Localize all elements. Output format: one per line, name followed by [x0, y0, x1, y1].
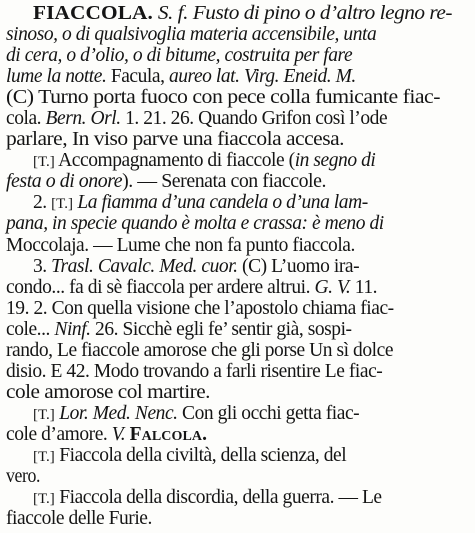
entry-line — [6, 466, 40, 488]
text-segment: 26. Sicchè egli fe’ sentir già, sospi- — [90, 319, 352, 340]
text-segment: cole... — [6, 319, 55, 340]
tommaseo-tag: [T.] — [33, 449, 55, 465]
tommaseo-tag: [T.] — [33, 491, 55, 507]
entry-line — [6, 424, 207, 446]
text-segment: Facula, — [106, 66, 169, 87]
tommaseo-tag: [T.] — [33, 154, 55, 170]
text-segment: (C) Turno porta fuoco con pece colla fumicante fiac- — [6, 87, 441, 108]
entry-line — [6, 235, 355, 257]
entry-line — [6, 382, 210, 404]
text-segment: condo... fa di sè fiaccola per ardere altrui. — [6, 277, 315, 298]
text-segment: 11. — [350, 277, 378, 298]
text-segment: fiaccole delle Furie. — [6, 508, 152, 529]
entry-line — [6, 277, 377, 299]
entry-line — [6, 213, 384, 235]
text-segment: 3. — [33, 256, 52, 277]
italic-text: S. f. Fusto di pino o d’altro legno re- — [157, 3, 452, 24]
entry-line — [6, 298, 394, 320]
text-segment: Fiaccola della civiltà, della scienza, del — [54, 445, 347, 466]
text-segment: cole d’amore. — [6, 424, 112, 445]
entry-line — [33, 403, 359, 426]
italic-text: in segno di — [294, 150, 376, 171]
tommaseo-tag: [T.] — [33, 407, 55, 423]
entry-line — [33, 487, 382, 510]
text-segment: disio. E 42. Modo trovando a farli risentire Le fiac- — [6, 361, 383, 382]
entry-line — [6, 340, 393, 362]
entry-line — [6, 108, 387, 130]
text-segment: Con gli occhi getta fiac- — [177, 403, 360, 424]
entry-line — [33, 192, 368, 215]
italic-text: aureo lat. Virg. Eneid. M. — [168, 66, 356, 87]
italic-text: di cera, o d’olio, o di bitume, costruita per fare — [6, 45, 353, 66]
entry-line — [6, 319, 352, 341]
text-segment: (C) L’uomo ira- — [237, 256, 360, 277]
italic-text: festa o di onore — [6, 171, 123, 192]
italic-text: La fiamma d’una candela o d’una lam- — [77, 192, 368, 213]
text-segment: ). — Serenata con fiaccole. — [122, 171, 326, 192]
entry-line — [6, 508, 152, 530]
text-segment: 1. 21. 26. Quando Grifon così l’ode — [120, 108, 388, 129]
entry-line — [6, 171, 326, 193]
text-segment: Accompagnamento di fiaccole ( — [54, 150, 295, 171]
headword-text: Falcola. — [129, 424, 208, 445]
italic-text: G. V. — [314, 277, 351, 298]
headword-text: FIACCOLA. — [33, 3, 153, 24]
text-segment: parlare, In viso parve una fiaccola accesa. — [6, 129, 344, 150]
entry-line — [33, 150, 375, 173]
italic-text: sinoso, o di qualsivoglia materia accensibile, unta — [6, 24, 377, 45]
italic-text: Bern. Orl. — [45, 108, 121, 129]
italic-text: pana, in specie quando è molta e crassa: è meno di — [6, 213, 384, 234]
tommaseo-tag: [T.] — [51, 196, 73, 212]
text-segment: 19. 2. Con quella visione che l’apostolo chiama fiac- — [6, 298, 394, 319]
entry-line — [33, 3, 452, 25]
entry-line — [6, 45, 352, 67]
italic-text: Lor. Med. Nenc. — [59, 403, 178, 424]
text-segment: cola. — [6, 108, 46, 129]
text-segment: 2. — [33, 192, 52, 213]
text-segment: rando, Le fiaccole amorose che gli porse Un sì dolce — [6, 340, 394, 361]
text-segment: Moccolaja. — Lume che non fa punto fiaccola. — [6, 235, 355, 256]
text-segment: vero. — [6, 466, 41, 487]
entry-line — [6, 129, 344, 151]
entry-line — [6, 87, 440, 109]
italic-text: Ninf. — [54, 319, 91, 340]
entry-line — [6, 24, 376, 46]
italic-text: V. — [111, 424, 126, 445]
italic-text: lume la notte. — [6, 66, 107, 87]
entry-line — [6, 361, 382, 383]
text-segment: Fiaccola della discordia, della guerra. — Le — [54, 487, 382, 508]
entry-line — [6, 66, 356, 88]
italic-text: Trasl. Cavalc. Med. cuor. — [51, 256, 238, 277]
entry-line — [33, 256, 359, 278]
text-segment: cole amorose col martire. — [6, 382, 211, 403]
entry-line — [33, 445, 346, 468]
